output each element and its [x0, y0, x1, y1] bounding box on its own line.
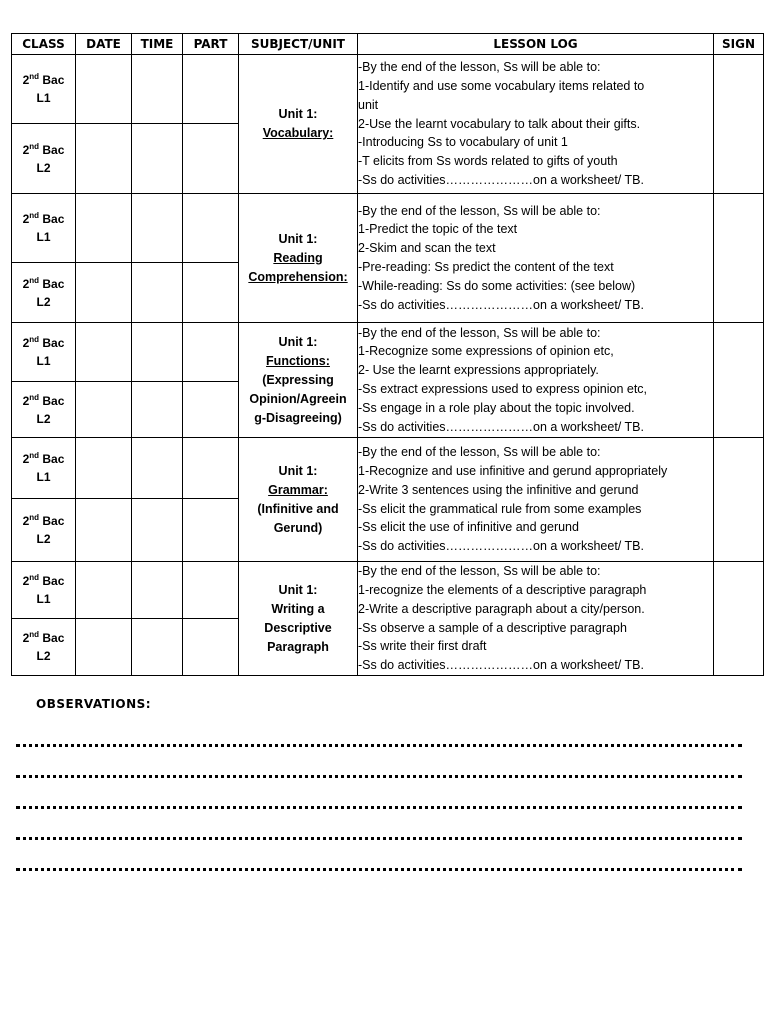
class-cell: 2nd Bac L2 [12, 263, 76, 323]
part-cell[interactable] [183, 438, 239, 499]
observation-line[interactable] [16, 775, 742, 778]
table-row [12, 562, 764, 619]
part-cell[interactable] [183, 323, 239, 382]
time-cell[interactable] [132, 194, 183, 263]
date-cell[interactable] [76, 562, 132, 619]
sign-cell[interactable] [714, 55, 764, 194]
subject-cell: Unit 1: Vocabulary: [239, 55, 358, 194]
date-cell[interactable] [76, 382, 132, 438]
lesson-log-cell: -By the end of the lesson, Ss will be able to: 1-Identify and use some vocabulary items related to unit 2-Use the learnt vocabulary to talk about their gifts. -Introducing Ss to vocabulary of unit 1 -T elicits from Ss words related to gifts of youth -Ss do activities…………………on a worksheet/ TB. [358, 55, 714, 194]
class-group-label: L2 [36, 160, 51, 175]
time-cell[interactable] [132, 438, 183, 499]
class-cell: 2nd Bac L2 [12, 619, 76, 676]
date-cell[interactable] [76, 55, 132, 124]
class-group-label: L1 [36, 592, 51, 606]
class-cell: 2nd Bac L2 [12, 382, 76, 438]
date-cell[interactable] [76, 194, 132, 263]
class-group-label: L1 [36, 470, 51, 484]
part-cell[interactable] [183, 499, 239, 562]
lesson-log-cell: -By the end of the lesson, Ss will be able to: 1-Recognize some expressions of opinion etc, 2- Use the learnt expressions appropriately. -Ss extract expressions used to express opinion etc, -Ss engage in a role play about the topic involved. -Ss do activities…………………on a worksheet/ TB. [358, 323, 714, 438]
header-subject: SUBJECT/UNIT [239, 34, 358, 55]
class-group-label: L2 [36, 532, 51, 546]
sign-cell[interactable] [714, 562, 764, 676]
class-group-label: L2 [36, 411, 51, 426]
sign-cell[interactable] [714, 323, 764, 438]
lesson-log-cell: -By the end of the lesson, Ss will be able to: 1-Predict the topic of the text 2-Skim and scan the text -Pre-reading: Ss predict the content of the text -While-reading: Ss do some activities: (see below) -Ss do activities…………………on a worksheet/ TB. [358, 194, 714, 323]
header-class: CLASS [12, 34, 76, 55]
class-group-label: L1 [36, 354, 51, 368]
subject-cell: Unit 1: Grammar: (Infinitive and Gerund) [239, 438, 358, 562]
class-cell: 2nd Bac L2 [12, 499, 76, 562]
part-cell[interactable] [183, 194, 239, 263]
subject-cell: Unit 1: Writing a Descriptive Paragraph [239, 562, 358, 676]
table-row [12, 55, 764, 124]
class-cell: 2nd Bac L1 [12, 562, 76, 619]
table-row [12, 323, 764, 382]
date-cell[interactable] [76, 438, 132, 499]
class-group-label: L2 [36, 649, 51, 663]
time-cell[interactable] [132, 562, 183, 619]
class-group-label: L2 [36, 294, 51, 309]
time-cell[interactable] [132, 323, 183, 382]
class-cell: 2nd Bac L1 [12, 438, 76, 499]
header-lesson-log: LESSON LOG [358, 34, 714, 55]
part-cell[interactable] [183, 562, 239, 619]
date-cell[interactable] [76, 124, 132, 194]
header-part: PART [183, 34, 239, 55]
subject-cell: Unit 1: Functions: (Expressing Opinion/Agreein g-Disagreeing) [239, 323, 358, 438]
class-group-label: L1 [36, 91, 51, 105]
table-row [12, 438, 764, 499]
time-cell[interactable] [132, 382, 183, 438]
part-cell[interactable] [183, 619, 239, 676]
class-cell: 2nd Bac L2 [12, 124, 76, 194]
lesson-log-table [11, 33, 764, 676]
sign-cell[interactable] [714, 194, 764, 323]
date-cell[interactable] [76, 323, 132, 382]
class-group-label: L1 [36, 230, 51, 244]
header-time: TIME [132, 34, 183, 55]
sign-cell[interactable] [714, 438, 764, 562]
time-cell[interactable] [132, 499, 183, 562]
class-cell: 2nd Bac L1 [12, 55, 76, 124]
time-cell[interactable] [132, 263, 183, 323]
part-cell[interactable] [183, 382, 239, 438]
subject-cell: Unit 1: Reading Comprehension: [239, 194, 358, 323]
date-cell[interactable] [76, 499, 132, 562]
part-cell[interactable] [183, 263, 239, 323]
lesson-log-cell: -By the end of the lesson, Ss will be able to: 1-recognize the elements of a descriptive paragraph 2-Write a descriptive paragraph about a city/person. -Ss observe a sample of a descriptive paragraph -Ss write their first draft -Ss do activities…………………on a worksheet/ TB. [358, 562, 714, 676]
date-cell[interactable] [76, 619, 132, 676]
header-date: DATE [76, 34, 132, 55]
date-cell[interactable] [76, 263, 132, 323]
observations-title: OBSERVATIONS: [36, 697, 152, 711]
time-cell[interactable] [132, 619, 183, 676]
header-sign: SIGN [714, 34, 764, 55]
table-row [12, 194, 764, 263]
lesson-log-cell: -By the end of the lesson, Ss will be able to: 1-Recognize and use infinitive and gerund appropriately 2-Write 3 sentences using the infinitive and gerund -Ss elicit the grammatical rule from some examples -Ss elicit the use of infinitive and gerund -Ss do activities…………………on a worksheet/ TB. [358, 438, 714, 562]
part-cell[interactable] [183, 124, 239, 194]
observation-line[interactable] [16, 806, 742, 809]
time-cell[interactable] [132, 124, 183, 194]
part-cell[interactable] [183, 55, 239, 124]
header-row [12, 34, 764, 55]
observation-line[interactable] [16, 744, 742, 747]
observation-line[interactable] [16, 868, 742, 871]
observation-line[interactable] [16, 837, 742, 840]
class-cell: 2nd Bac L1 [12, 323, 76, 382]
class-cell: 2nd Bac L1 [12, 194, 76, 263]
lesson-log-body [12, 55, 764, 676]
time-cell[interactable] [132, 55, 183, 124]
